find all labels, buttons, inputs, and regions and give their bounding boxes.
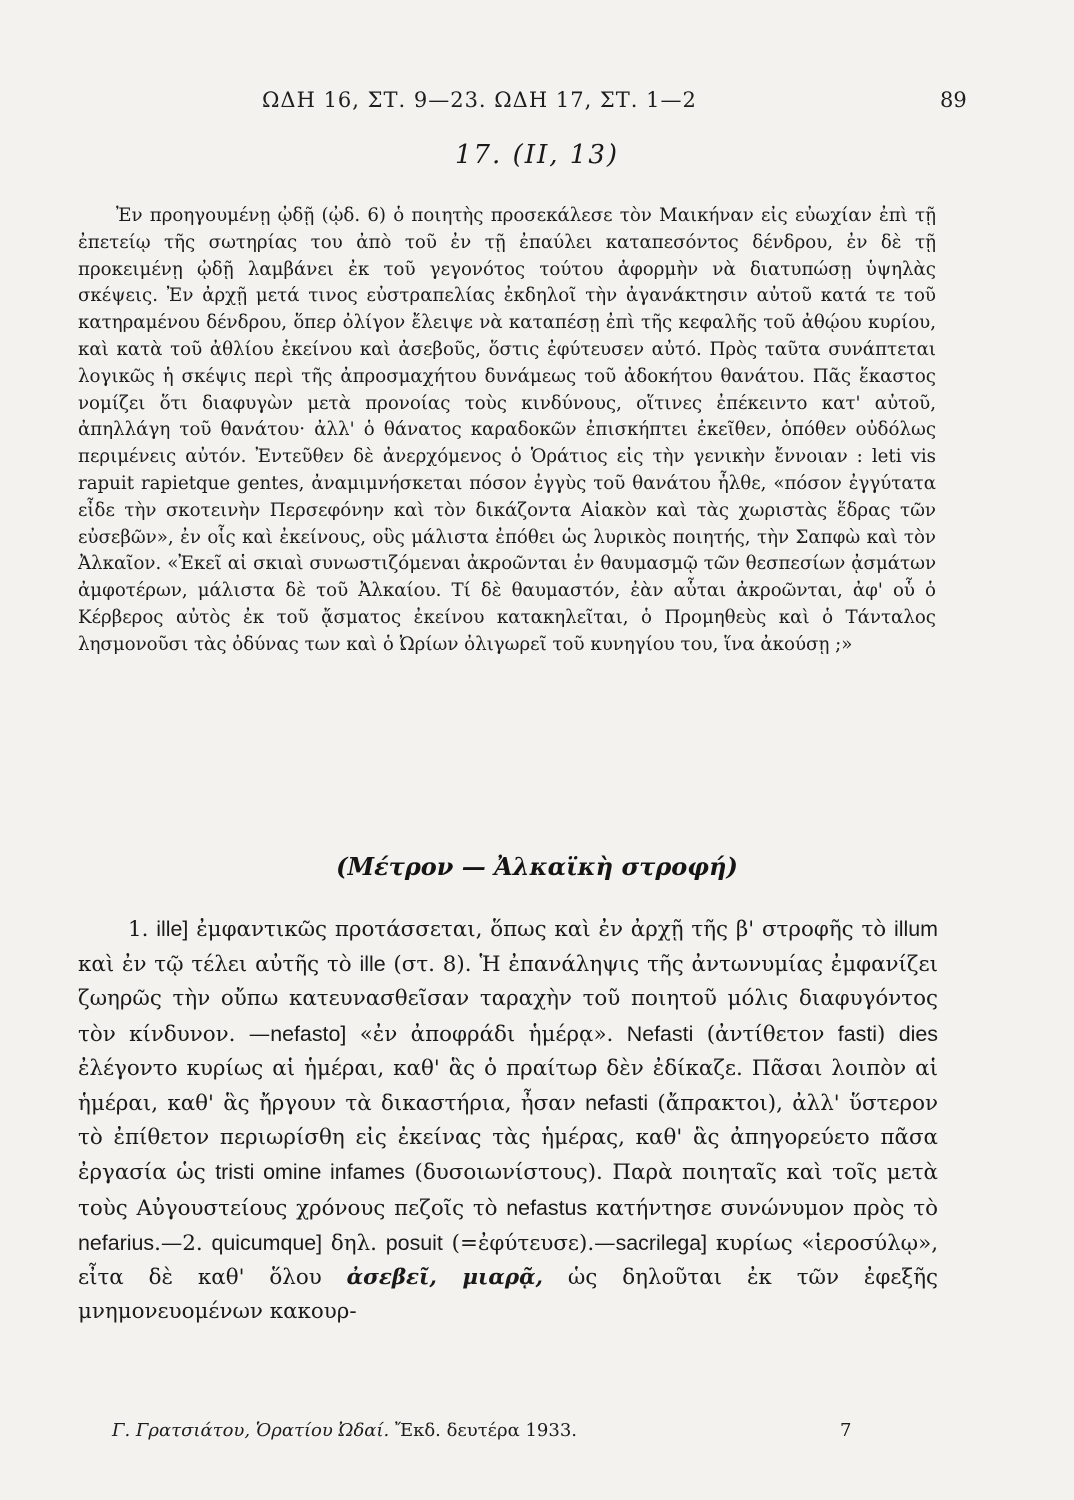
page-footer (112, 1420, 872, 1441)
commentary-text: (=ἐφύτευσε).— (442, 1230, 616, 1256)
commentary-text: (ἀντίθετον (693, 1021, 838, 1047)
latin-term-posuit: posuit (385, 1230, 443, 1255)
commentary-text: ἐλέγοντο κυρίως αἱ ἡμέραι, καθ' ἃς ὁ πραίτωρ δὲν ἐδίκαζε. Πᾶσαι λοιπὸν αἱ ἡμέραι, καθ' ἃς ἤργουν τὰ δικαστήρια, ἦσαν (78, 1055, 938, 1117)
commentary-text: καὶ ἐν τῷ τέλει αὐτῆς τὸ (78, 952, 360, 978)
note-number: .—2. (154, 1230, 212, 1256)
latin-term-dies: dies (898, 1021, 938, 1046)
commentary-text: (στ. 8). Ἡ ἐπανάληψις τῆς ἀντωνυμίας ἐμφανίζει ζωηρῶς τὴν οὔπω κατευνασθεῖσαν ταραχὴν τοῦ ποιητοῦ μόλις διαφυγόντος τὸν κίνδυνον. — (78, 952, 938, 1047)
commentary-text: ἐμφαντικῶς προτάσσεται, ὅπως καὶ ἐν ἀρχῇ τῆς β' στροφῆς τὸ (188, 917, 895, 942)
commentary-text: δηλ. (322, 1230, 386, 1256)
latin-term-tristi-omine-infames: tristi omine infames (215, 1160, 405, 1185)
commentary-text: ) (877, 1021, 899, 1047)
latin-term-nefasti: Nefasti (626, 1021, 694, 1046)
commentary-text: ὡς δηλοῦται ἐκ τῶν ἐφεξῆς μνημονευομένων κακουρ- (78, 1265, 938, 1325)
lemma-sacrilega: sacrilega] (615, 1230, 708, 1255)
ode-title: 17. (II, 13) (454, 140, 620, 170)
lemma-nefasto: nefasto] (270, 1021, 347, 1046)
signature-mark: 7 (840, 1420, 852, 1441)
note-number: 1. (128, 917, 157, 942)
commentary-text: «ἐν ἀποφράδι ἡμέρᾳ». (346, 1021, 627, 1047)
latin-term-ille: ille (359, 952, 386, 977)
lemma-ille: ille] (156, 917, 189, 941)
commentary-text: κυρίως «ἱεροσύλῳ», εἶτα δὲ καθ' ὅλου (78, 1230, 938, 1291)
footer-author-title: Γ. Γρατσιάτου, Ὁρατίου Ὠδαί. (112, 1420, 390, 1441)
meter-heading: (Μέτρον — Ἀλκαϊκὴ στροφή) (336, 852, 738, 881)
emphasized-gloss: ἀσεβεῖ, μιαρᾷ, (346, 1265, 544, 1291)
latin-term-nefasti: nefasti (585, 1091, 649, 1116)
lemma-quicumque: quicumque] (211, 1230, 323, 1255)
latin-term-fasti: fasti (837, 1021, 878, 1046)
introduction-paragraph: Ἐν προηγουμένῃ ᾠδῇ (ᾠδ. 6) ὁ ποιητὴς προσεκάλεσε τὸν Μαικήναν εἰς εὐωχίαν ἐπὶ τῇ ἐπετείῳ τῆς σωτηρίας του ἀπὸ τοῦ ἐν τῇ ἐπαύλει καταπεσόντος δένδρου, ἐν δὲ τῇ προκειμένῃ ᾠδῇ λαμβάνει ἐκ τοῦ γεγονότος τούτου ἀφορμὴν νὰ διατυπώσῃ ὑψηλὰς σκέψεις. Ἐν ἀρχῇ μετά τινος εὐστραπελίας ἐκδηλοῖ τὴν ἀγανάκτησιν αὐτοῦ κατά τε τοῦ κατηραμένου δένδρου, ὅπερ ὀλίγον ἔλειψε νὰ καταπέσῃ ἐπὶ τῆς κεφαλῆς τοῦ ἀθῴου κυρίου, καὶ κατὰ τοῦ ἀθλίου ἐκείνου καὶ ἀσεβοῦς, ὅστις ἐφύτευσεν αὐτό. Πρὸς ταῦτα συνάπτεται λογικῶς ἡ σκέψις περὶ τῆς ἀπροσμαχήτου δυνάμεως τοῦ ἀδοκήτου θανάτου. Πᾶς ἕκαστος νομίζει ὅτι διαφυγὼν μετὰ προνοίας τοὺς κινδύνους, οἵτινες ἐπέκειντο κατ' αὐτοῦ, ἀπηλλάγη τοῦ θανάτου· ἀλλ' ὁ θάνατος καραδοκῶν ἐπισκήπτει ἐκεῖθεν, ὁπόθεν οὐδόλως περιμένεις αὐτόν. Ἐντεῦθεν δὲ ἀνερχόμενος ὁ Ὁράτιος εἰς τὴν γενικὴν ἔννοιαν : leti vis rapuit rapietque gentes, ἀναμιμνήσκεται πόσον ἐγγὺς τοῦ θανάτου ἦλθε, «πόσον ἐγγύτατα εἶδε τὴν σκοτεινὴν Περσεφόνην καὶ τὸν δικάζοντα Αἰακὸν καὶ τὰς χωριστὰς ἕδρας τῶν εὐσεβῶν», ἐν οἷς καὶ ἐκείνους, οὓς μάλιστα ἐπόθει ὡς λυρικὸς ποιητής, τὴν Σαπφὼ καὶ τὸν Ἀλκαῖον. «Ἐκεῖ αἱ σκιαὶ συνωστιζόμεναι ἀκροῶνται ἐν θαυμασμῷ τῶν θεσπεσίων ᾀσμάτων ἀμφοτέρων, μάλιστα δὲ τοῦ Ἀλκαίου. Τί δὲ θαυμαστόν, ἐὰν αὗται ἀκροῶνται, ἀφ' οὗ ὁ Κέρβερος αὐτὸς ἐκ τοῦ ᾄσματος ἐκείνου κατακηλεῖται, ὁ Προμηθεὺς καὶ ὁ Τάνταλος λησμονοῦσι τὰς ὀδύνας των καὶ ὁ Ὠρίων ὀλιγωρεῖ τοῦ κυνηγίου του, ἵνα ἀκούσῃ ;» (78, 205, 936, 655)
footer-edition: Ἔκδ. δευτέρα 1933. (389, 1420, 577, 1441)
running-head: ΩΔΗ 16, ΣΤ. 9—23. ΩΔΗ 17, ΣΤ. 1—2 (262, 88, 697, 112)
latin-term-nefarius: nefarius (78, 1230, 155, 1255)
latin-term-illum: illum (894, 917, 938, 941)
commentary-text: (δυσοιωνίστους). Παρὰ ποιηταῖς καὶ τοῖς μετὰ τοὺς Αὐγουστείους χρόνους πεζοῖς τὸ (78, 1160, 938, 1221)
commentary-text: κατήντησε συνώνυμον πρὸς τὸ (587, 1195, 938, 1221)
page-number: 89 (940, 88, 967, 112)
commentary-paragraph (78, 912, 938, 1329)
commentary-text: (ἄπρακτοι), ἀλλ' ὕστερον τὸ ἐπίθετον περιωρίσθη εἰς ἐκείνας τὰς ἡμέρας, καθ' ἃς ἀπηγορεύετο πᾶσα ἐργασία ὡς (78, 1091, 938, 1186)
latin-term-nefastus: nefastus (506, 1195, 588, 1220)
